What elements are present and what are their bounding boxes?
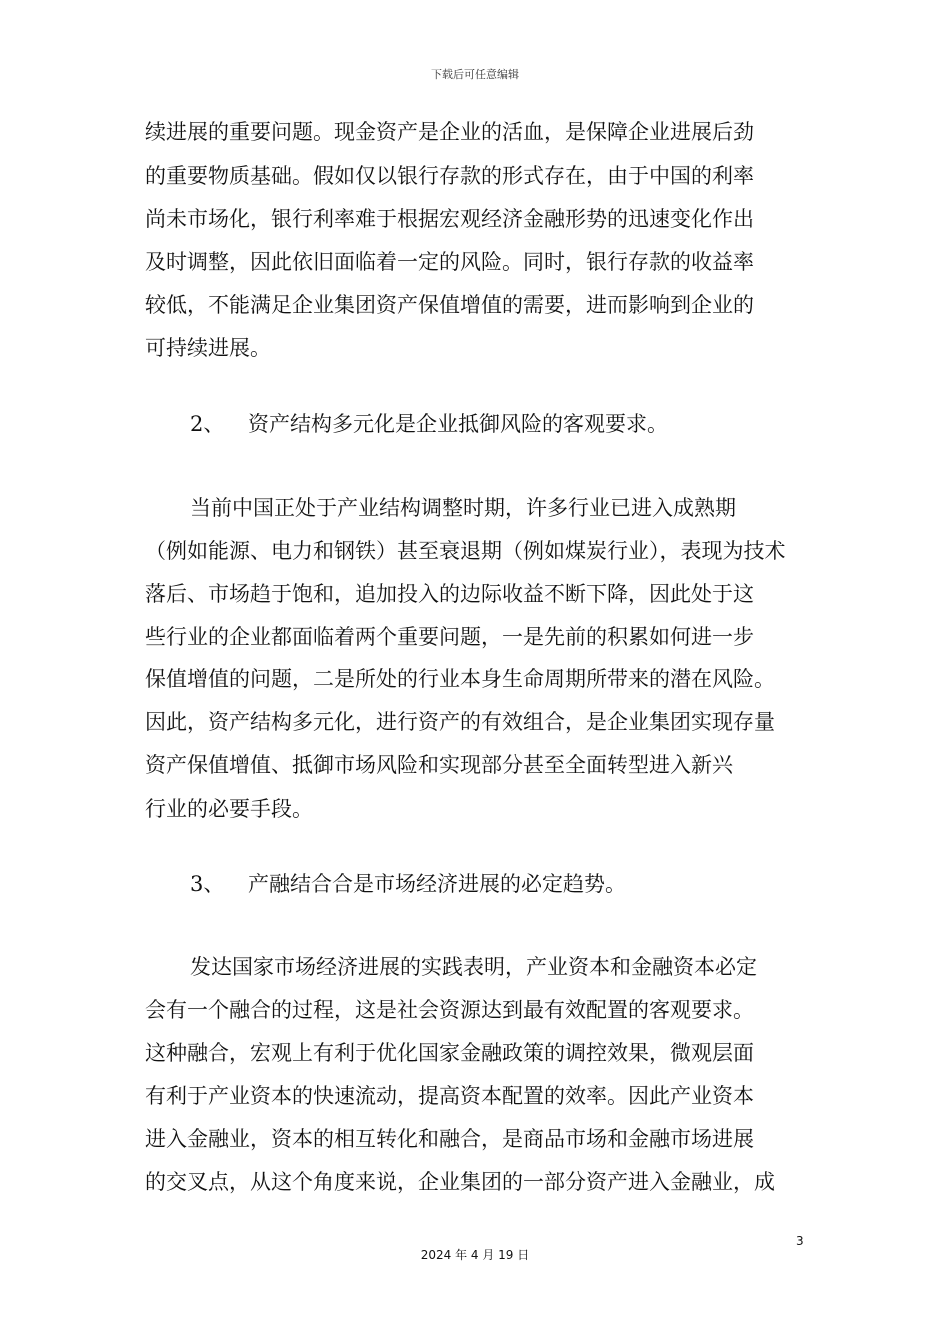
paragraph-line: 会有一个融合的过程，这是社会资源达到最有效配置的客观要求。	[145, 998, 754, 1022]
heading-number: 2、	[190, 412, 225, 436]
paragraph-line: 较低，不能满足企业集团资产保值增值的需要，进而影响到企业的	[145, 293, 754, 317]
paragraph-line: 些行业的企业都面临着两个重要问题，一是先前的积累如何进一步	[145, 625, 754, 649]
paragraph-line: 续进展的重要问题。现金资产是企业的活血，是保障企业进展后劲	[145, 120, 754, 144]
paragraph-line: 有利于产业资本的快速流动，提高资本配置的效率。因此产业资本	[145, 1084, 754, 1108]
paragraph-line: 的重要物质基础。假如仅以银行存款的形式存在，由于中国的利率	[145, 164, 754, 188]
paragraph-line: 可持续进展。	[145, 336, 271, 360]
paragraph-line: 因此，资产结构多元化，进行资产的有效组合，是企业集团实现存量	[145, 710, 775, 734]
footer-date: 2024 年 4 月 19 日	[420, 1248, 530, 1262]
paragraph-line: 的交叉点，从这个角度来说，企业集团的一部分资产进入金融业，成	[145, 1170, 775, 1194]
paragraph-line: 及时调整，因此依旧面临着一定的风险。同时，银行存款的收益率	[145, 250, 754, 274]
heading-text: 资产结构多元化是企业抵御风险的客观要求。	[248, 412, 668, 436]
paragraph-line: 发达国家市场经济进展的实践表明，产业资本和金融资本必定	[190, 955, 757, 979]
paragraph-line: 保值增值的问题，二是所处的行业本身生命周期所带来的潜在风险。	[145, 667, 775, 691]
heading-text: 产融结合合是市场经济进展的必定趋势。	[248, 872, 626, 896]
paragraph-line: 行业的必要手段。	[145, 797, 313, 821]
paragraph-line: 进入金融业，资本的相互转化和融合，是商品市场和金融市场进展	[145, 1127, 754, 1151]
paragraph-line: 资产保值增值、抵御市场风险和实现部分甚至全面转型进入新兴	[145, 753, 733, 777]
page-number: 3	[796, 1234, 804, 1248]
page-header-note: 下载后可任意编辑	[431, 68, 519, 81]
paragraph-line: 当前中国正处于产业结构调整时期，许多行业已进入成熟期	[190, 496, 736, 520]
paragraph-line: （例如能源、电力和钢铁）甚至衰退期（例如煤炭行业），表现为技术	[145, 539, 786, 563]
heading-number: 3、	[190, 872, 225, 896]
paragraph-line: 这种融合，宏观上有利于优化国家金融政策的调控效果，微观层面	[145, 1041, 754, 1065]
paragraph-line: 尚未市场化，银行利率难于根据宏观经济金融形势的迅速变化作出	[145, 207, 754, 231]
paragraph-line: 落后、市场趋于饱和，追加投入的边际收益不断下降，因此处于这	[145, 582, 754, 606]
